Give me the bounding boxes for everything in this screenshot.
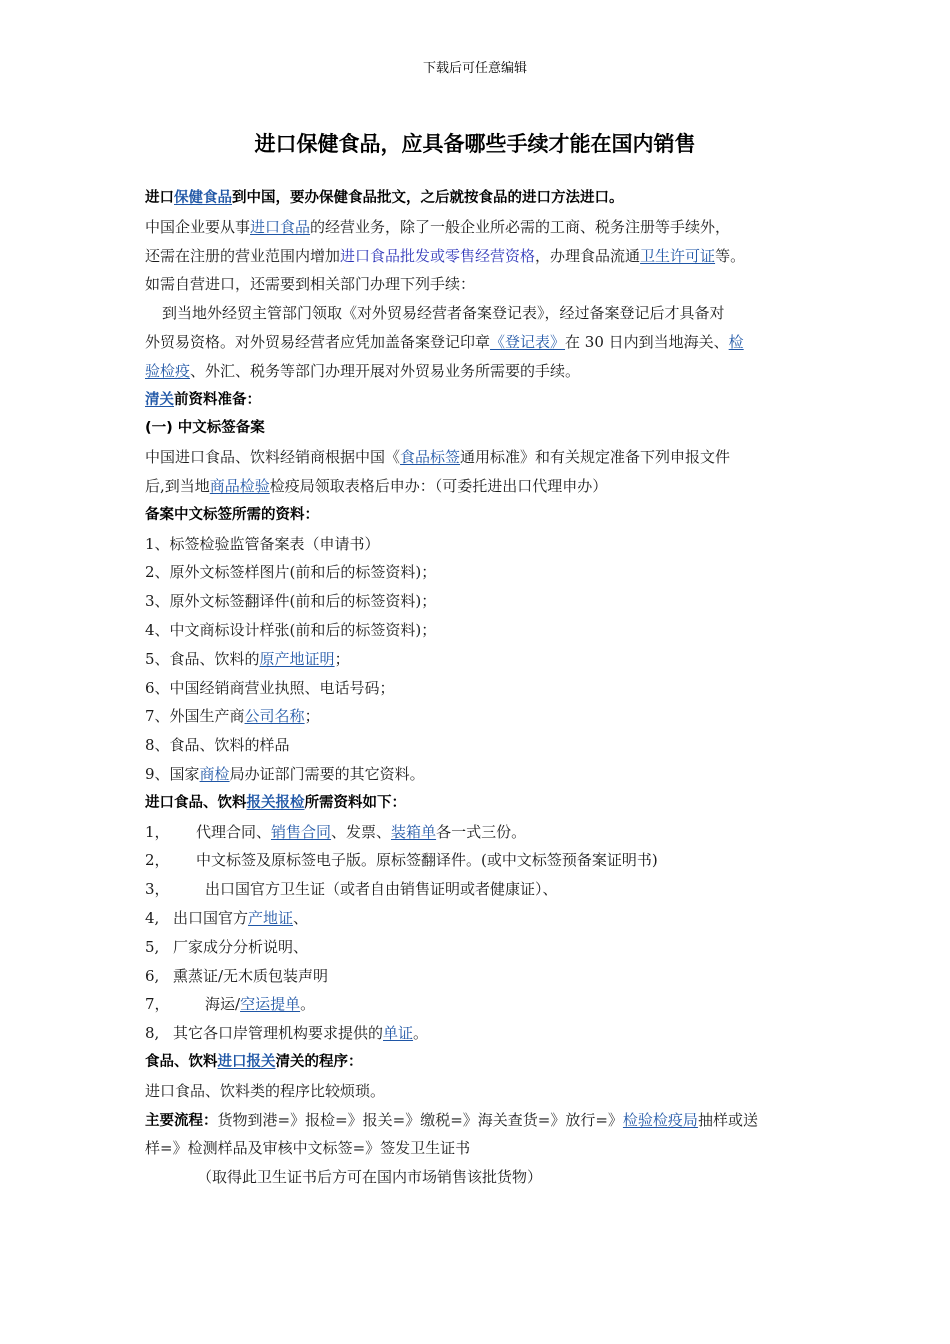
list-item: [145, 846, 810, 875]
paragraph-line: 进口食品、饮料类的程序比较烦琐。: [145, 1081, 386, 1100]
text: 9、国家: [145, 764, 200, 783]
section-heading: [145, 789, 810, 818]
page-header: 下载后可任意编辑: [422, 60, 527, 75]
list-item: 8、食品、饮料的样品: [145, 736, 290, 755]
list-item: [145, 904, 810, 933]
paragraph-line: 到当地外经贸主管部门领取《对外贸易经营者备案登记表》，经过备案登记后才具备对: [162, 304, 725, 323]
highlight-text: 进口食品批发或零售经营资格: [340, 246, 536, 265]
list-item: [145, 875, 810, 904]
text: 后,到当地: [145, 476, 210, 495]
list-item: [145, 702, 810, 731]
text: 等。: [715, 246, 746, 265]
paragraph-line: [145, 328, 810, 357]
list-item: 2、原外文标签样图片(前和后的标签资料)；: [145, 563, 437, 582]
text: 代理合同、: [196, 822, 272, 841]
text: 进口: [145, 190, 174, 206]
link-health-food[interactable]: 保健食品: [174, 190, 232, 206]
link-sales-contract[interactable]: 销售合同: [271, 822, 332, 841]
list-item: 3、原外文标签翻译件(前和后的标签资料)；: [145, 592, 437, 611]
text: 货物到港=》报检=》报关=》缴税=》海关查货=》放行=》: [217, 1110, 623, 1129]
text: 中国进口食品、饮料经销商根据中国《: [145, 448, 401, 467]
text: 所需资料如下：: [304, 794, 406, 811]
paragraph-line: 样=》检测样品及审核中文标签=》签发卫生证书: [145, 1139, 471, 1158]
text: 海运/: [205, 995, 241, 1014]
paragraph-line: [145, 357, 810, 386]
item-number: 3，: [145, 880, 170, 899]
paragraph-line: （取得此卫生证书后方可在国内市场销售该批货物）: [197, 1168, 543, 1187]
text: 中国企业要从事: [145, 217, 251, 236]
link-registration-form[interactable]: 《登记表》: [490, 332, 566, 351]
link-commodity-inspection-bureau[interactable]: 商检: [199, 764, 230, 783]
text: 厂家成分分析说明、: [173, 937, 309, 956]
text: 、: [293, 908, 309, 927]
text: 的经营业务，除了一般企业所必需的工商、税务注册等手续外，: [310, 217, 731, 236]
text: 、外汇、税务等部门办理开展对外贸易业务所需要的手续。: [190, 361, 581, 380]
text: 中文标签及原标签电子版。原标签翻译件。(或中文标签预备案证明书): [196, 851, 658, 870]
link-company-name[interactable]: 公司名称: [244, 707, 305, 726]
text: 在 30 日内到当地海关、: [565, 332, 729, 351]
list-item: 6、中国经销商营业执照、电话号码；: [145, 678, 395, 697]
link-customs-clearance[interactable]: 清关: [145, 391, 174, 408]
list-item: [145, 760, 810, 789]
link-documents[interactable]: 单证: [383, 1024, 414, 1043]
text: 食品、饮料: [145, 1053, 218, 1070]
item-number: 5,: [145, 937, 160, 956]
section-heading: [145, 1048, 810, 1077]
text: 出口国官方卫生证（或者自由销售证明或者健康证）、: [205, 880, 558, 899]
link-inspection-part2[interactable]: 验检疫: [145, 361, 191, 380]
text: ；: [334, 649, 350, 668]
link-origin-certificate[interactable]: 产地证: [248, 908, 294, 927]
list-item: 4、中文商标设计样张(前和后的标签资料)；: [145, 620, 437, 639]
paragraph-line: [145, 443, 810, 472]
text: 。: [413, 1024, 429, 1043]
paragraph-line: [145, 242, 810, 271]
text: 进口食品、饮料: [145, 794, 247, 811]
paragraph-line: [145, 472, 810, 501]
item-number: 1，: [145, 822, 170, 841]
text: 局办证部门需要的其它资料。: [229, 764, 425, 783]
link-hygiene-license[interactable]: 卫生许可证: [640, 246, 716, 265]
item-number: 2，: [145, 851, 170, 870]
text: 7、外国生产商: [145, 707, 245, 726]
intro-line: [145, 184, 810, 213]
text: 熏蒸证/无木质包装声明: [173, 966, 329, 985]
link-inspection-part1[interactable]: 检: [728, 332, 744, 351]
text: 外贸易资格。对外贸易经营者应凭加盖备案登记印章: [145, 332, 491, 351]
text: 、发票、: [331, 822, 392, 841]
item-number: 7，: [145, 995, 170, 1014]
link-packing-list[interactable]: 装箱单: [391, 822, 437, 841]
section-heading: (一) 中文标签备案: [145, 420, 265, 437]
link-certificate-of-origin[interactable]: 原产地证明: [259, 649, 335, 668]
list-item: [145, 990, 810, 1019]
list-item: [145, 818, 810, 847]
item-number: 4,: [145, 908, 160, 927]
list-item: 1、标签检验监管备案表（申请书）: [145, 534, 380, 553]
section-heading: [145, 386, 810, 415]
link-import-food[interactable]: 进口食品: [250, 217, 311, 236]
link-commodity-inspection[interactable]: 商品检验: [209, 476, 270, 495]
list-item: [145, 962, 810, 991]
text: 前资料准备：: [174, 391, 261, 408]
text: 出口国官方: [173, 908, 249, 927]
item-number: 6,: [145, 966, 160, 985]
text: 到中国，要办保健食品批文，之后就按食品的进口方法进口。: [232, 190, 624, 206]
flow-label: 主要流程：: [145, 1112, 218, 1129]
text: ，办理食品流通: [535, 246, 641, 265]
text: 抽样或送: [697, 1110, 758, 1129]
item-number: 8,: [145, 1024, 160, 1043]
text: 各一式三份。: [436, 822, 527, 841]
text: 5、食品、饮料的: [145, 649, 260, 668]
page-title: 进口保健食品，应具备哪些手续才能在国内销售: [254, 132, 696, 156]
text: 通用标准》和有关规定准备下列申报文件: [460, 448, 731, 467]
paragraph-line: 如需自营进口，还需要到相关部门办理下列手续：: [145, 275, 476, 294]
list-item: [145, 933, 810, 962]
text: 检疫局领取表格后申办：（可委托进出口代理申办）: [269, 476, 608, 495]
text: 其它各口岸管理机构要求提供的: [173, 1024, 384, 1043]
link-air-waybill[interactable]: 空运提单: [240, 995, 301, 1014]
link-customs-declaration[interactable]: 报关报检: [246, 794, 305, 811]
text: 。: [300, 995, 316, 1014]
link-food-label[interactable]: 食品标签: [400, 448, 461, 467]
paragraph-line: [145, 1106, 810, 1135]
text: 清关的程序：: [275, 1053, 363, 1070]
list-item: [145, 1019, 810, 1048]
link-import-declaration[interactable]: 进口报关: [217, 1053, 276, 1070]
link-inspection-bureau[interactable]: 检验检疫局: [622, 1110, 698, 1129]
paragraph-line: [145, 213, 810, 242]
list-item: [145, 645, 810, 674]
document-body: [145, 184, 810, 1192]
section-heading: 备案中文标签所需的资料：: [145, 506, 319, 523]
text: ；: [304, 707, 320, 726]
text: 还需在注册的营业范围内增加: [145, 246, 341, 265]
